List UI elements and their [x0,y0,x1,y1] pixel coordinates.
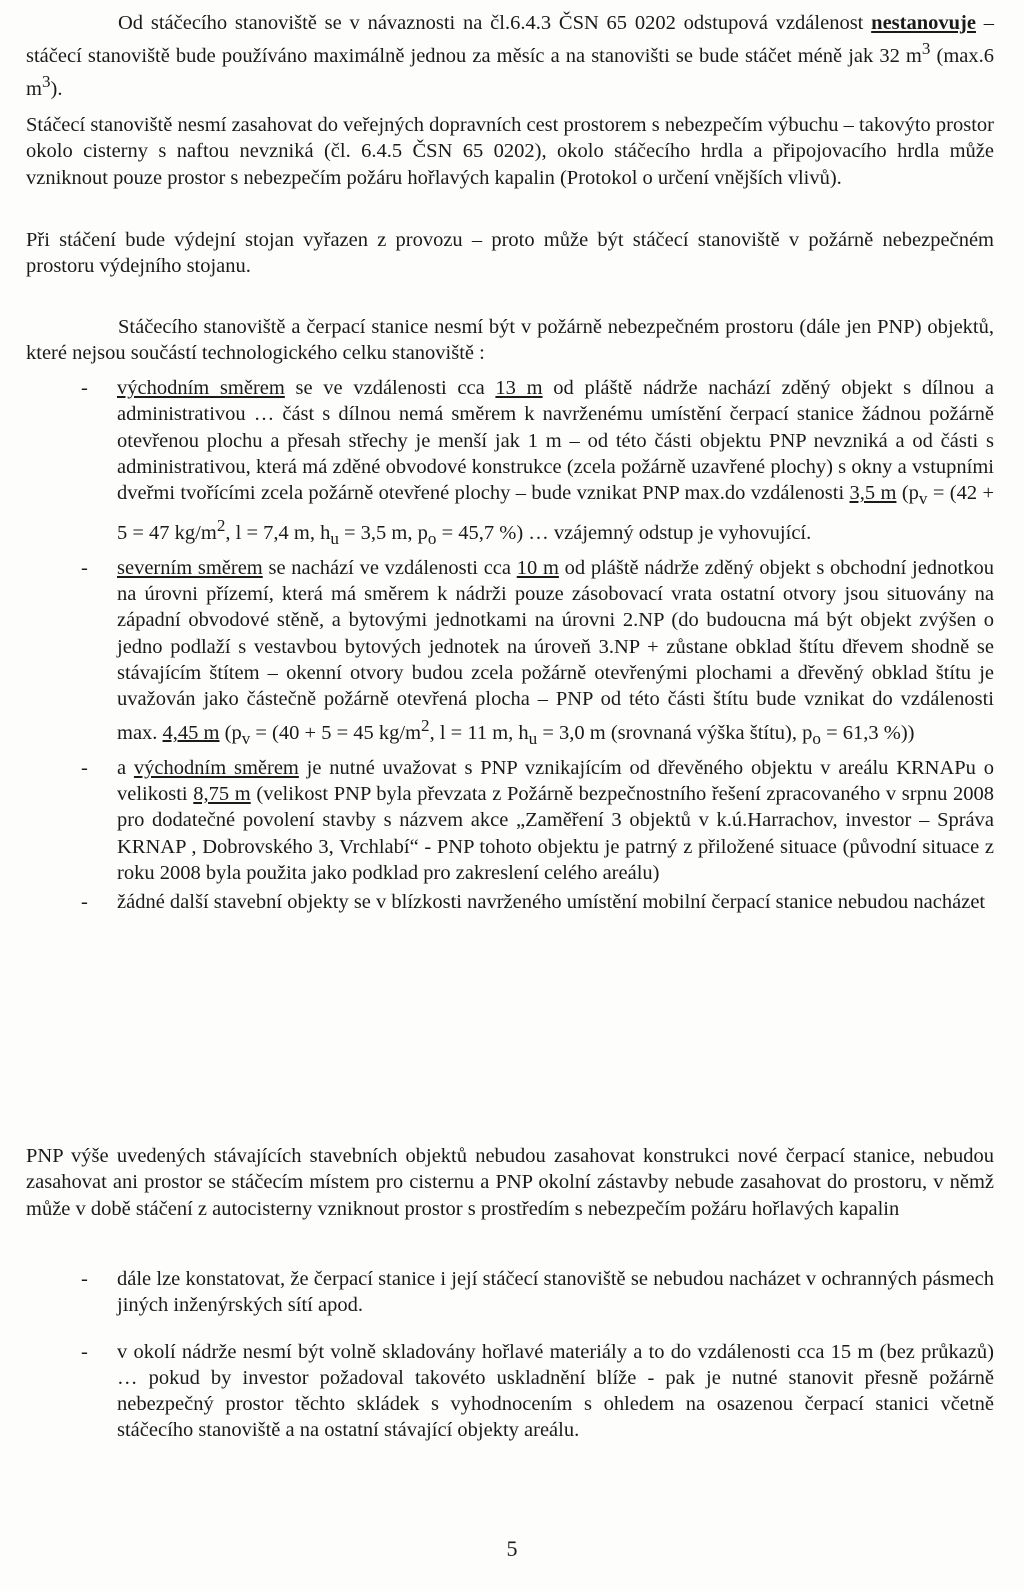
text-run: = 3,5 m, p [338,521,428,544]
page-number: 5 [506,1536,518,1561]
direction-north: severním směrem [117,556,263,579]
list-dash: - [81,377,88,399]
direction-east: východním směrem [133,756,299,779]
text-run: ). [50,78,63,101]
list-neighbouring-objects [26,375,994,916]
text-run: (max.6 m [26,45,994,101]
text-run: od pláště nádrže nachází zděný objekt s dílnou a administrativou … část s dílnou nemá směrem k navrženému umístění čerpací stanice žádnou požárně otevřenou plochu a přesah střechy je menší jak 1 m – od této části objektu PNP nevzniká a od části s administrativou, která má zděné obvodové konstrukce (zcela požárně uzavřené plochy) s okny a vstupními dveřmi tvořícími zcela požárně otevřené plochy – bude vznikat PNP max.do vzdálenosti [117,377,995,505]
text-run: Od stáčecího stanoviště se v návaznosti na čl.6.4.3 ČSN 65 0202 odstupová vzdálenost [118,12,872,34]
list-additional-conditions [26,1266,994,1444]
text-run: je nutné uvažovat s PNP vznikajícím od dřevěného objektu v areálu KRNAPu o velikosti [117,756,994,806]
paragraph-dispensing-stand: Při stáčení bude výdejní stojan vyřazen z provozu – proto může být stáčecí stanoviště v požárně nebezpečném prostoru výdejního stojanu. [26,229,994,278]
text-run: = 3,0 m (srovnaná výška štítu), p [537,721,813,744]
list-item-east [26,375,994,552]
distance-10m: 10 m [516,556,559,579]
text-run: , l = 11 m, h [429,721,529,744]
direction-east: východním směrem [117,377,285,399]
superscript: 3 [921,39,931,59]
text-run: v okolí nádrže nesmí být volně skladovány hořlavé materiály a to do vzdálenosti cca 15 m (bez průkazů) … pokud by investor požadoval takovéto uskladnění blíže - pak je nutné stanovit přesně požárně nebezpečný prostor těchto skládek s vyhodnocením s ohledem na osazenou čerpací stanici včetně stáčecího stanoviště a na ostatní stávající objekty areálu. [117,1340,994,1442]
subscript: u [330,528,339,548]
distance-13m: 13 m [495,377,543,399]
paragraph-pnp-intro: Stáčecího stanoviště a čerpací stanice nesmí být v požárně nebezpečném prostoru (dále jen PNP) objektů, které nejsou součástí technologického celku stanoviště : [26,316,994,365]
text-run: (p [219,721,242,744]
text-run: = 45,7 %) … vzájemný odstup je vyhovující. [436,521,812,544]
text-run: (velikost PNP byla převzata z Požárně bezpečnostního řešení zpracovaného v srpnu 2008 pro dodatečné povolení stavby s názvem akce „Zaměření 3 objektů v k.ú.Harrachov, investor – Správa KRNAP , Dobrovského 3, Vrchlabí“ - PNP tohoto objektu je patrný z přiložené situace (původní situace z roku 2008 byla použita jako podklad pro zakreslení celého areálu) [117,783,994,884]
list-dash: - [81,756,88,779]
text-run: – stáčecí stanoviště bude používáno maximálně jednou za měsíc a na stanovišti se bude stáčet méně jak 32 m [26,12,995,68]
distance-4-45m: 4,45 m [162,721,220,744]
list-dash: - [81,556,88,579]
text-run: , l = 7,4 m, h [225,521,331,544]
paragraph-pnp-conclusion: PNP výše uvedených stávajících stavebních objektů nebudou zasahovat konstrukci nové čerpací stanice, nebudou zasahovat ani prostor se stáčecím místem pro cisternu a PNP okolní zástavby nebude zasahovat do prostoru, v němž může v době stáčení z autocisterny vzniknout prostor s prostředím s nebezpečím požáru hořlavých kapalin [26,1145,994,1220]
list-dash: - [81,1340,88,1363]
subscript: u [528,728,538,748]
list-item-north [26,555,994,752]
distance-3-5m: 3,5 m [849,482,897,505]
list-item-east-krnap [26,755,994,886]
text-run: se ve vzdálenosti cca [284,377,496,399]
paragraph-public-roads: Stáčecí stanoviště nesmí zasahovat do veřejných dopravních cest prostorem s nebezpečím výbuchu – takovýto prostor okolo cisterny s naftou nevzniká (čl. 6.4.5 ČSN 65 0202), okolo stáčecího hrdla a připojovacího hrdla může vzniknout pouze prostor s nebezpečím požáru hořlavých kapalin (Protokol o určení vnějších vlivů). [26,114,994,189]
text-run: od pláště nádrže zděný objekt s obchodní jednotkou na úrovni přízemí, která má směrem k nádrži pouze zásobovací vrata ostatní otvory jsou situovány na západní obvodové stěně, a bytovými jednotkami na úrovni 2.NP (do budoucna má být objekt zvýšen o jedno podlaží s vestavbou bytových jednotek na úroveň 3.NP + zůstane obklad štítu dřevem shodně se stávajícím štítem – okenní otvory budou zcela požárně otevřenými plochami a dřevěný obklad štítu je uvažován jako částečně požárně otevřená plocha – PNP od této části štítu bude vznikat do vzdálenosti max. [117,556,995,744]
list-item-no-other-objects [26,889,994,915]
list-item-flammable-storage [26,1339,994,1444]
text-run: a [117,756,134,779]
text-run: = 61,3 %)) [820,721,915,744]
subscript: o [812,728,821,748]
text-run: žádné další stavební objekty se v blízkosti navrženého umístění mobilní čerpací stanice nebudou nacházet [117,891,986,914]
subscript: o [427,528,437,548]
subscript: v [241,728,251,748]
text-run: dále lze konstatovat, že čerpací stanice i její stáčecí stanoviště se nebudou nacházet v ochranných pásmech jiných inženýrských sítí apod. [117,1268,994,1317]
text-run: = (40 + 5 = 45 kg/m [250,721,422,744]
text-run: se nachází ve vzdálenosti cca [262,556,517,579]
subscript: v [918,489,928,509]
distance-8-75m: 8,75 m [193,783,251,806]
superscript: 3 [41,72,51,92]
paragraph-distance [26,10,994,103]
emphasis-nestanovuje: nestanovuje [871,12,976,34]
superscript: 2 [421,715,430,735]
text-run: (p [896,482,919,505]
list-dash: - [81,1268,88,1290]
list-item-protection-zones [26,1266,994,1319]
list-dash: - [81,891,88,914]
superscript: 2 [216,515,226,535]
text-run: = (42 + 5 = 47 kg/m [117,482,994,544]
